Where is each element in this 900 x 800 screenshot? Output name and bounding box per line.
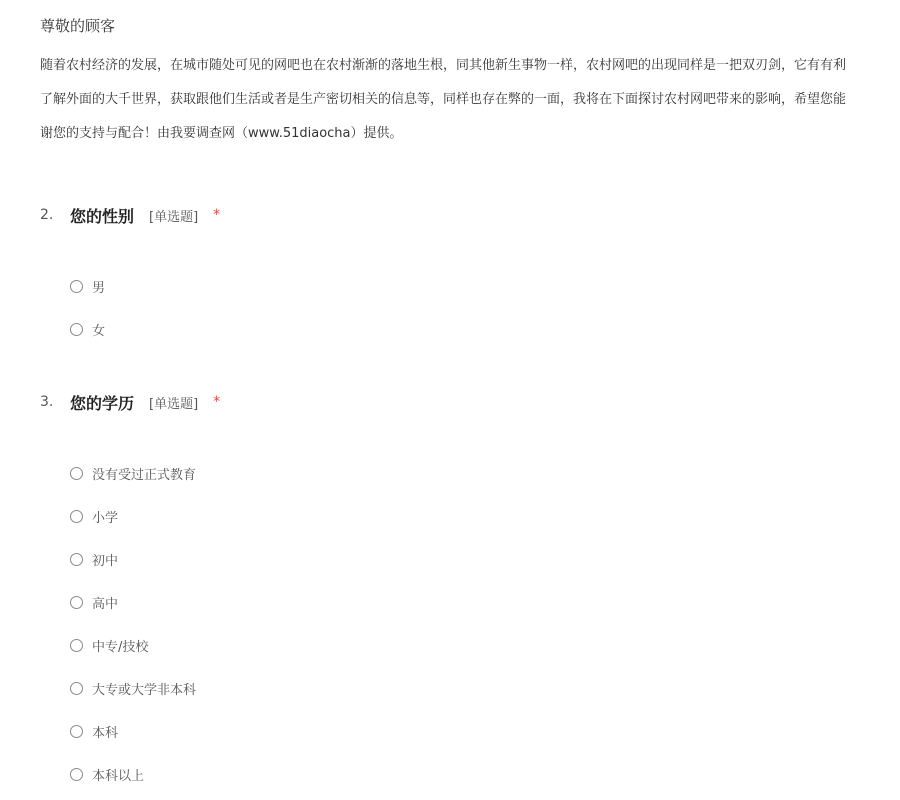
- question-education-header: [40, 390, 220, 414]
- radio-button[interactable]: [70, 725, 83, 738]
- option-label: 小学: [92, 510, 119, 526]
- option-education-bachelor[interactable]: [70, 721, 118, 741]
- option-label: 高中: [92, 596, 119, 612]
- option-education-none[interactable]: [70, 463, 196, 483]
- question-gender-header: [40, 203, 220, 227]
- option-label: 没有受过正式教育: [92, 467, 197, 483]
- radio-button[interactable]: [70, 467, 83, 480]
- greeting-text: 尊敬的顾客: [40, 17, 116, 35]
- option-gender-male[interactable]: [70, 276, 105, 296]
- option-label: 中专/技校: [92, 639, 149, 655]
- option-label: 本科以上: [92, 768, 145, 784]
- option-education-college[interactable]: [70, 678, 196, 698]
- question-type-label: [单选题]: [149, 396, 199, 412]
- option-education-senior-high[interactable]: [70, 592, 118, 612]
- radio-button[interactable]: [70, 639, 83, 652]
- intro-paragraph-line-1: 随着农村经济的发展，在城市随处可见的网吧也在农村渐渐的落地生根，同其他新生事物一样，农村网吧的出现同样是一把双刃剑，它有有利: [40, 58, 847, 73]
- option-label: 本科: [92, 725, 119, 741]
- required-asterisk: *: [213, 394, 221, 410]
- radio-button[interactable]: [70, 323, 83, 336]
- option-education-junior-high[interactable]: [70, 549, 118, 569]
- radio-button[interactable]: [70, 553, 83, 566]
- question-title: 您的学历: [70, 393, 135, 413]
- radio-button[interactable]: [70, 768, 83, 781]
- option-label: 初中: [92, 553, 119, 569]
- question-title: 您的性别: [70, 206, 135, 226]
- radio-button[interactable]: [70, 510, 83, 523]
- option-label: 女: [92, 323, 106, 339]
- required-asterisk: *: [213, 207, 221, 223]
- option-gender-female[interactable]: [70, 319, 105, 339]
- option-education-vocational[interactable]: [70, 635, 148, 655]
- question-type-label: [单选题]: [149, 209, 199, 225]
- option-label: 大专或大学非本科: [92, 682, 197, 698]
- question-number: 3.: [40, 394, 54, 410]
- radio-button[interactable]: [70, 682, 83, 695]
- intro-paragraph-line-2: 了解外面的大千世界，获取跟他们生活或者是生产密切相关的信息等，同样也存在弊的一面，我将在下面探讨农村网吧带来的影响，希望您能: [40, 92, 847, 107]
- question-number: 2.: [40, 207, 54, 223]
- option-education-primary[interactable]: [70, 506, 118, 526]
- option-label: 男: [92, 280, 106, 296]
- intro-paragraph-line-3: 谢您的支持与配合！由我要调查网（www.51diaocha）提供。: [40, 126, 403, 141]
- radio-button[interactable]: [70, 596, 83, 609]
- radio-button[interactable]: [70, 280, 83, 293]
- option-education-above-bachelor[interactable]: [70, 764, 144, 784]
